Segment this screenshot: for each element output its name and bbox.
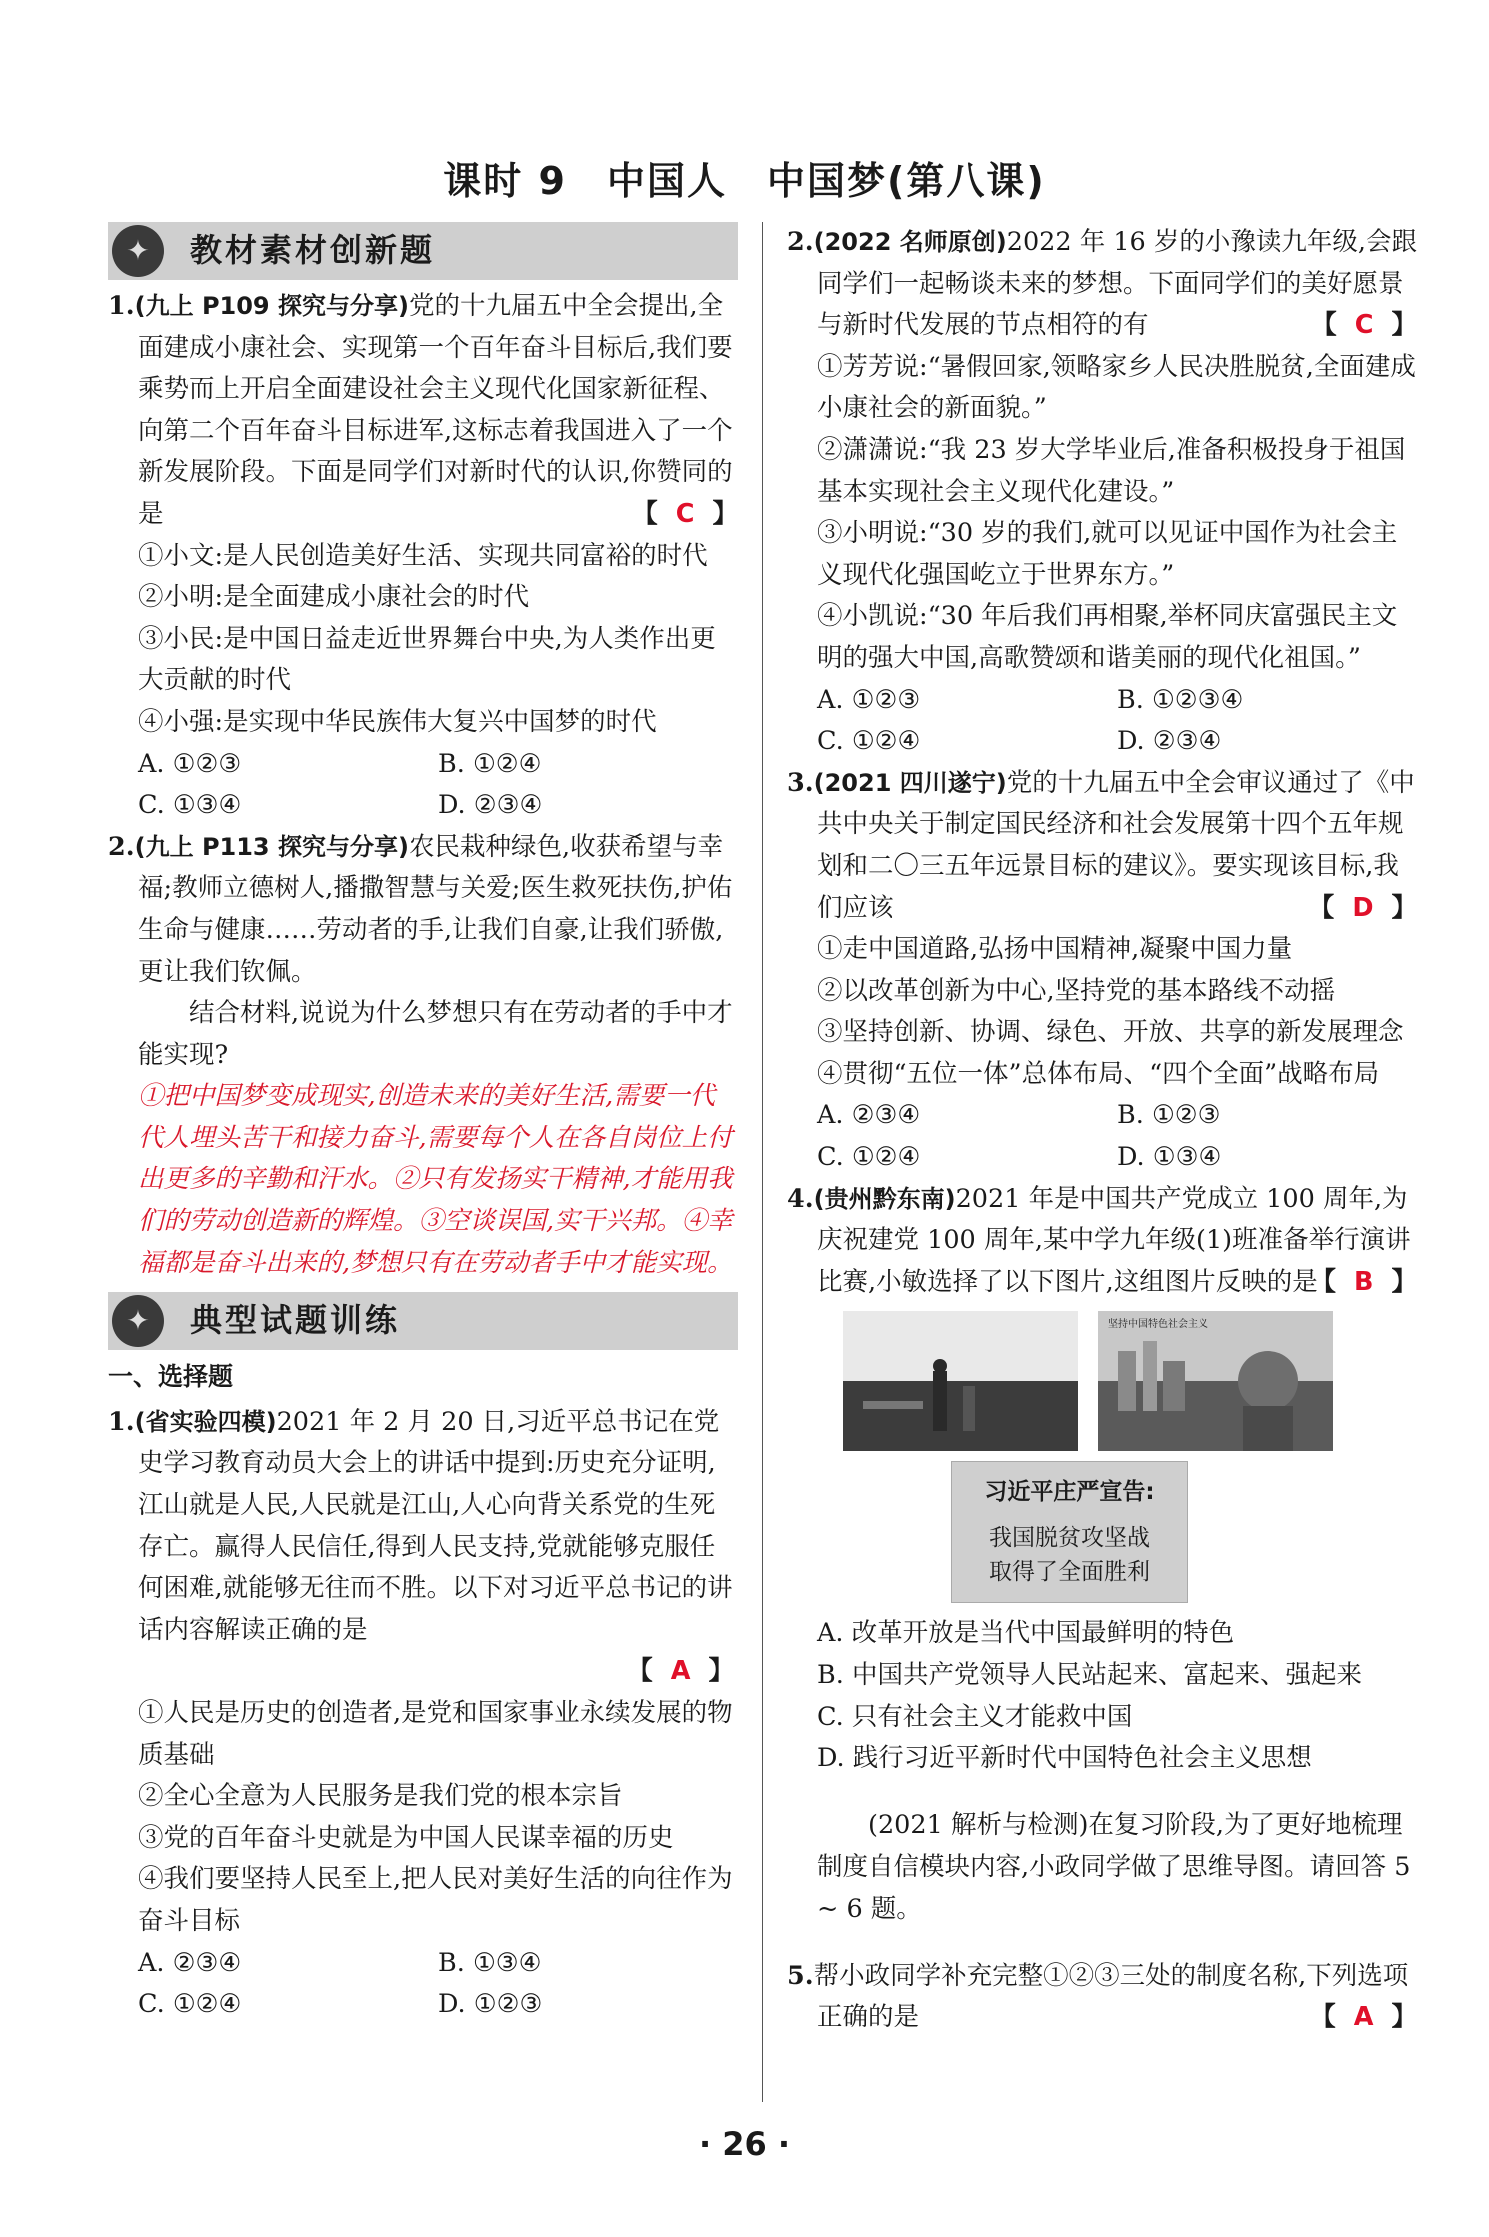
announcement-title: 习近平庄严宣告: — [984, 1479, 1155, 1506]
question-number: 2. — [787, 227, 814, 257]
question-source: (省实验四模) — [134, 1407, 277, 1436]
question-text: 农民栽种绿色,收获希望与幸福;教师立德树人,播撒智慧与关爱;医生救死扶伤,护佑生命与健康……劳动者的手,让我们自豪,让我们骄傲,更让我们钦佩。 — [138, 831, 733, 987]
question-stem — [787, 222, 1417, 347]
statement-item: ①芳芳说:“暑假回家,领略家乡人民决胜脱贫,全面建成小康社会的新面貌。” — [817, 351, 1416, 424]
answer-bracket: 【 C 】 — [1311, 310, 1417, 341]
statement-item: ①小文:是人民创造美好生活、实现共同富裕的时代 — [138, 540, 708, 571]
statement-item: ②小明:是全面建成小康社会的时代 — [138, 582, 530, 613]
option-b: B. 中国共产党领导人民站起来、富起来、强起来 — [817, 1660, 1362, 1691]
statement-item: ④我们要坚持人民至上,把人民对美好生活的向往作为奋斗目标 — [138, 1864, 733, 1936]
answer-text: ①把中国梦变成现实,创造未来的美好生活,需要一代代人埋头苦干和接力奋斗,需要每个人在各自岗位上付出更多的辛勤和汗水。②只有发扬实干精神,才能用我们的劳动创造新的辉煌。③空谈误国,实干兴邦。④幸福都是奋斗出来的,梦想只有在劳动者手中才能实现。 — [138, 1081, 733, 1278]
question-stem — [108, 286, 738, 536]
option-d: D. ②③④ — [438, 790, 543, 821]
answer-value: C — [1354, 310, 1374, 341]
options — [108, 1943, 738, 2026]
answer-value: B — [1354, 1266, 1374, 1297]
option-a: A. ②③④ — [138, 1947, 242, 1978]
question-source: (贵州黔东南) — [813, 1184, 956, 1213]
question-text: 2022 年 16 岁的小豫读九年级,会跟同学们一起畅谈未来的梦想。下面同学们的美好愿景与新时代发展的节点相符的有 — [817, 227, 1417, 341]
right-column — [787, 222, 1417, 2039]
column-divider — [762, 222, 763, 2102]
answer-bracket: 【 C 】 — [632, 498, 738, 529]
question-stem — [108, 827, 738, 993]
announcement-line: 取得了全面胜利 — [989, 1559, 1150, 1586]
option-c: C. 只有社会主义才能救中国 — [817, 1701, 1133, 1732]
option-b: B. ①②③④ — [1117, 684, 1244, 715]
option-c: C. ①②④ — [138, 1989, 242, 2020]
intro-text: (2021 解析与检测)在复习阶段,为了更好地梳理制度自信模块内容,小政同学做了思维导图。请回答 5 ~ 6 题。 — [817, 1810, 1411, 1924]
question-5 — [787, 763, 1417, 1179]
statement-item: ③小民:是中国日益走近世界舞台中央,为人类作出更大贡献的时代 — [138, 623, 716, 696]
section-title: 教材素材创新题 — [190, 231, 436, 270]
question-stem — [787, 1179, 1417, 1304]
option-b: B. ①③④ — [438, 1947, 542, 1978]
photo-caption: 坚持中国特色社会主义 — [1108, 1319, 1208, 1331]
statement-item: ④贯彻“五位一体”总体布局、“四个全面”战略布局 — [817, 1058, 1380, 1089]
page-number: · 26 · — [698, 2125, 791, 2163]
answer-bracket: 【 D 】 — [1308, 892, 1417, 923]
option-a: A. 改革开放是当代中国最鲜明的特色 — [817, 1618, 1235, 1649]
question-source: (2021 四川遂宁) — [813, 768, 1007, 797]
answer-bracket: 【 B 】 — [1310, 1266, 1417, 1297]
answer-bracket: 【 A 】 — [627, 1656, 734, 1687]
option-d: D. ②③④ — [1117, 726, 1222, 757]
statement-item: ②以改革创新为中心,坚持党的基本路线不动摇 — [817, 975, 1336, 1006]
question-source: (九上 P109 探究与分享) — [134, 292, 409, 320]
statement-item: ②全心全意为人民服务是我们党的根本宗旨 — [138, 1781, 623, 1812]
subheading: 一、选择题 — [108, 1362, 234, 1392]
options — [787, 1095, 1417, 1178]
question-number: 4. — [787, 1183, 814, 1214]
question-stem — [787, 1956, 1417, 2039]
question-source: (2022 名师原创) — [813, 228, 1007, 256]
question-4 — [787, 222, 1417, 763]
option-c: C. ①③④ — [138, 790, 242, 821]
question-number: 1. — [108, 1406, 135, 1437]
question-number: 2. — [108, 831, 135, 862]
reform-era-photo — [1098, 1311, 1333, 1451]
question-text: 2021 年是中国共产党成立 100 周年,为庆祝建党 100 周年,某中学九年级(1)班准备举行演讲比赛,小敏选择了以下图片,这组图片反映的是 — [817, 1183, 1411, 1297]
options — [787, 680, 1417, 763]
statement-item: ③坚持创新、协调、绿色、开放、共享的新发展理念 — [817, 1017, 1404, 1048]
options — [108, 744, 738, 827]
question-text: 2021 年 2 月 20 日,习近平总书记在党史学习教育动员大会上的讲话中提到:历史充分证明,江山就是人民,人民就是江山,人心向背关系党的生死存亡。赢得人民信任,得到人民支持,党就能够克服任何困难,就能够无往而不胜。以下对习近平总书记的讲话内容解读正确的是 — [138, 1406, 733, 1645]
page-title: 课时 9 中国人 中国梦(第八课) — [443, 159, 1046, 203]
image-row — [787, 1311, 1417, 1451]
question-text: 党的十九届五中全会提出,全面建成小康社会、实现第一个百年奋斗目标后,我们要乘势而上开启全面建设社会主义现代化国家新征程、向第二个百年奋斗目标进军,这标志着我国进入了一个新发展阶段。下面是同学们对新时代的认识,你赞同的是 — [138, 291, 733, 529]
question-stem — [787, 763, 1417, 929]
answer-value: A — [1353, 2002, 1374, 2033]
announcement-image — [951, 1461, 1188, 1603]
answer-value: C — [675, 498, 695, 529]
question-7 — [787, 1956, 1417, 2039]
option-a: A. ①②③ — [138, 748, 242, 779]
statement-item: ③小明说:“30 岁的我们,就可以见证中国作为社会主义现代化强国屹立于世界东方。” — [817, 518, 1398, 590]
question-number: 5. — [787, 1960, 814, 1991]
question-stem — [108, 1402, 738, 1652]
compass-icon: ✦ — [112, 225, 164, 277]
question-source: (九上 P113 探究与分享) — [134, 832, 409, 861]
question-6 — [787, 1179, 1417, 1780]
answer-value: A — [670, 1656, 691, 1687]
statement-item: ③党的百年奋斗史就是为中国人民谋幸福的历史 — [138, 1822, 674, 1853]
question-number: 3. — [787, 767, 814, 798]
answer-value: D — [1352, 892, 1374, 923]
section-header — [108, 222, 738, 280]
answer-row — [108, 1651, 738, 1693]
option-a: A. ②③④ — [817, 1100, 921, 1131]
question-number: 1. — [108, 291, 135, 321]
statement-item: ④小强:是实现中华民族伟大复兴中国梦的时代 — [138, 706, 657, 737]
statement-item: ④小凯说:“30 年后我们再相聚,举杯同庆富强民主文明的强大中国,高歌赞颂和谐美丽的现代化祖国。” — [817, 601, 1398, 673]
question-3 — [108, 1402, 738, 2026]
option-d: D. 践行习近平新时代中国特色社会主义思想 — [817, 1743, 1312, 1774]
question-1 — [108, 286, 738, 827]
option-d: D. ①③④ — [1117, 1142, 1222, 1173]
option-b: B. ①②③ — [1117, 1100, 1221, 1131]
question-2 — [108, 827, 738, 1285]
section-title: 典型试题训练 — [190, 1301, 401, 1340]
question-text: 帮小政同学补充完整①②③三处的制度名称,下列选项正确的是 — [813, 1960, 1409, 2033]
left-column — [108, 222, 738, 2026]
answer-bracket: 【 A 】 — [1310, 2002, 1417, 2033]
option-c: C. ①②④ — [817, 726, 921, 757]
section-header — [108, 1292, 738, 1350]
question-text: 党的十九届五中全会审议通过了《中共中央关于制定国民经济和社会发展第十四个五年规划和二〇三五年远景目标的建议》。要实现该目标,我们应该 — [817, 767, 1415, 923]
statement-item: ①人民是历史的创造者,是党和国家事业永续发展的物质基础 — [138, 1698, 733, 1770]
option-c: C. ①②④ — [817, 1142, 921, 1173]
statement-item: ①走中国道路,弘扬中国精神,凝聚中国力量 — [817, 934, 1293, 965]
announcement-line: 我国脱贫攻坚战 — [989, 1525, 1150, 1552]
option-d: D. ①②③ — [438, 1989, 543, 2020]
option-a: A. ①②③ — [817, 684, 921, 715]
option-b: B. ①②④ — [438, 748, 542, 779]
compass-icon: ✦ — [112, 1295, 164, 1347]
statement-item: ②潇潇说:“我 23 岁大学毕业后,准备积极投身于祖国基本实现社会主义现代化建设。” — [817, 434, 1406, 507]
founding-ceremony-photo — [843, 1311, 1078, 1451]
question-ask: 结合材料,说说为什么梦想只有在劳动者的手中才能实现? — [138, 998, 733, 1070]
